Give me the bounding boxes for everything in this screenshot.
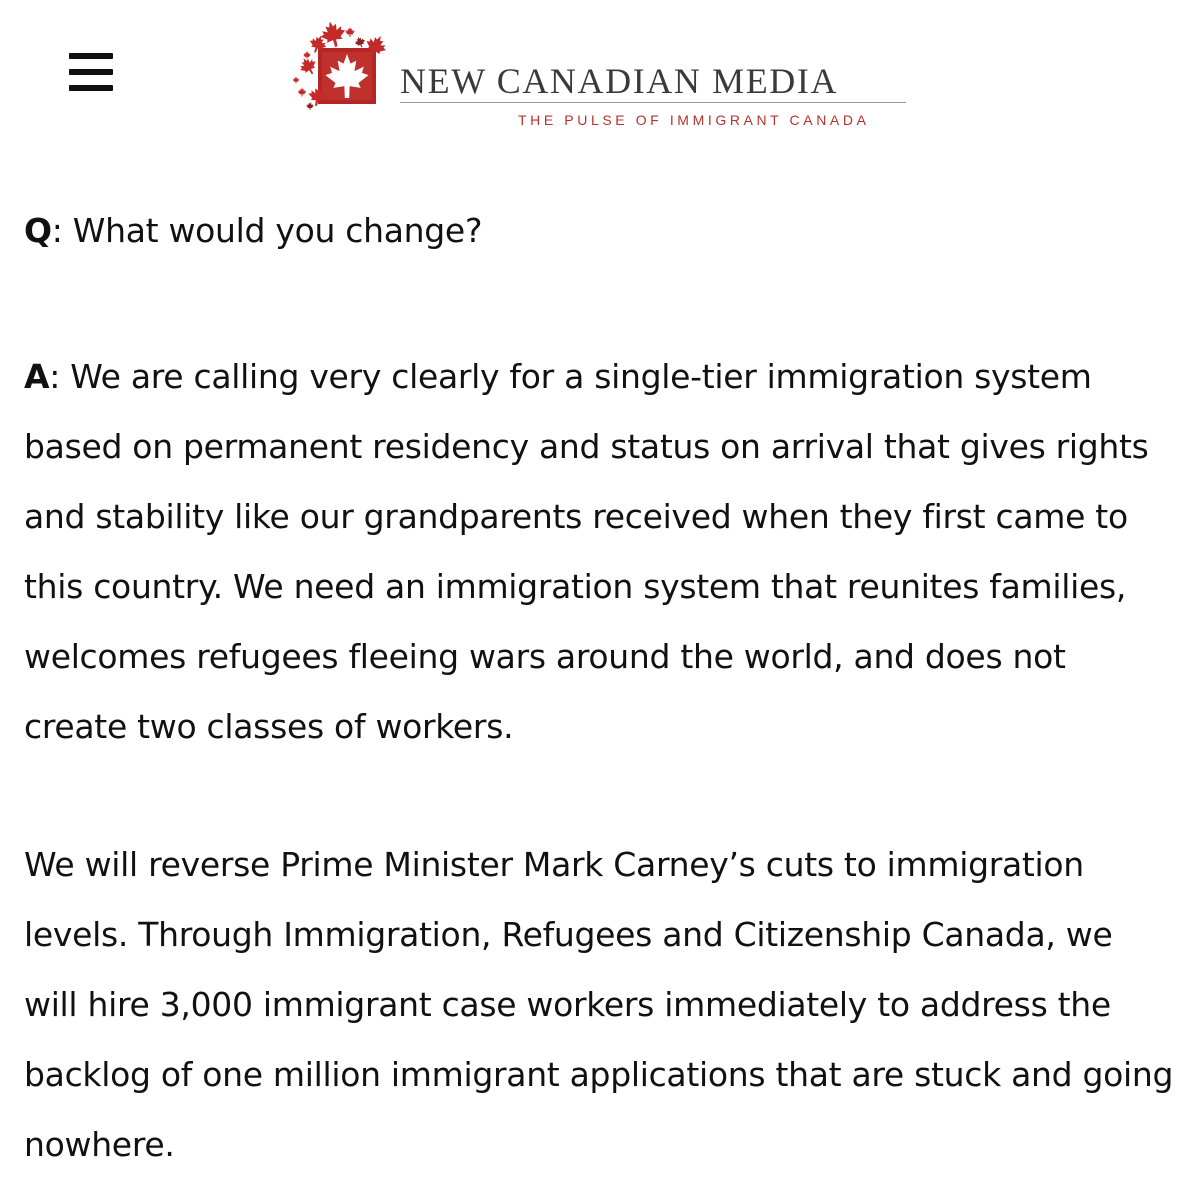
brand-tagline: THE PULSE OF IMMIGRANT CANADA [518, 112, 870, 128]
brand-name: NEW CANADIAN MEDIA [400, 61, 839, 101]
menu-bar [69, 53, 113, 59]
hamburger-menu-icon[interactable] [66, 53, 116, 95]
question-marker: Q [24, 211, 52, 250]
question-text: : What would you change? [51, 211, 483, 250]
menu-bar [69, 69, 113, 75]
question-paragraph [24, 196, 1174, 266]
answer-marker: A [24, 357, 50, 396]
answer-text: : We are calling very clearly for a single-tier immigration system based on permanent residency and status on arrival that gives rights and stability like our grandparents received when they first came to this country. We need an immigration system that reunites families, welcomes refugees fleeing wars around the world, and does not create two classes of workers. [24, 357, 1149, 746]
site-logo[interactable] [288, 22, 918, 132]
brand-divider [400, 102, 906, 103]
menu-bar [69, 85, 113, 91]
answer-paragraph [24, 342, 1174, 762]
site-header [0, 0, 1200, 150]
body-paragraph: We will reverse Prime Minister Mark Carney’s cuts to immigration levels. Through Immigration, Refugees and Citizenship Canada, we will hire 3,000 immigrant case workers immediately to address the backlog of one million immigrant applications that are stuck and going nowhere. [24, 845, 1174, 1164]
article-body [24, 196, 1174, 1180]
maple-leaf-icon [288, 22, 388, 112]
